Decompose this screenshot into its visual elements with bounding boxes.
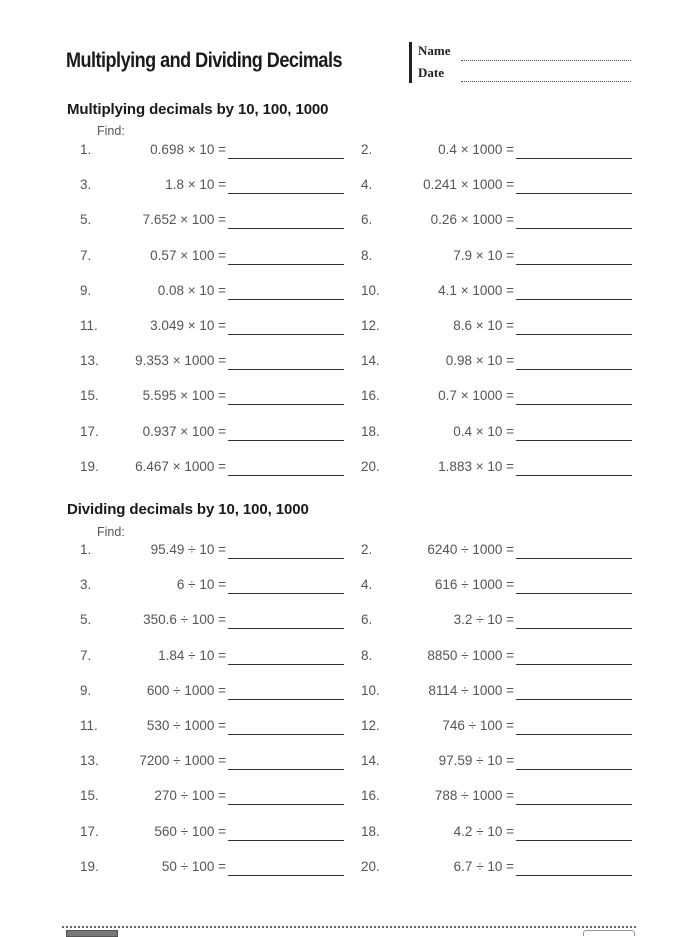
problem-item xyxy=(361,577,514,599)
problem-item xyxy=(361,753,514,775)
problem-item xyxy=(80,788,226,810)
problem-item xyxy=(80,612,226,634)
answer-blank[interactable] xyxy=(516,840,632,841)
answer-blank[interactable] xyxy=(228,628,344,629)
problem-number: 19. xyxy=(80,858,99,874)
answer-blank[interactable] xyxy=(228,299,344,300)
problem-number: 16. xyxy=(361,388,380,404)
problem-expression: 8850 ÷ 1000 = xyxy=(427,647,514,663)
problem-item xyxy=(361,177,514,199)
problem-expression: 1.8 × 10 = xyxy=(165,177,226,193)
name-field[interactable] xyxy=(461,60,631,61)
problem-item xyxy=(80,542,226,564)
problem-number: 4. xyxy=(361,577,373,593)
problem-number: 18. xyxy=(361,823,380,839)
problem-expression: 95.49 ÷ 10 = xyxy=(150,542,226,557)
problem-expression: 0.241 × 1000 = xyxy=(423,177,514,193)
footer-badge xyxy=(583,930,635,936)
answer-blank[interactable] xyxy=(516,193,632,194)
answer-blank[interactable] xyxy=(228,334,344,335)
section-heading-dividing: Dividing decimals by 10, 100, 1000 xyxy=(67,501,309,518)
problem-number: 12. xyxy=(361,718,380,733)
problem-number: 6. xyxy=(361,612,373,628)
instruction-find: Find: xyxy=(97,525,125,539)
problem-expression: 9.353 × 1000 = xyxy=(135,353,226,369)
problem-number: 8. xyxy=(361,647,373,663)
problem-item xyxy=(80,577,226,599)
answer-blank[interactable] xyxy=(516,875,632,876)
problem-expression: 6.467 × 1000 = xyxy=(135,458,226,474)
problem-item xyxy=(361,648,514,670)
problem-expression: 746 ÷ 100 = xyxy=(442,718,514,733)
answer-blank[interactable] xyxy=(516,804,632,805)
problem-item xyxy=(80,212,226,234)
problem-number: 20. xyxy=(361,458,380,474)
problem-expression: 6 ÷ 10 = xyxy=(176,577,226,593)
problem-expression: 0.57 × 100 = xyxy=(150,247,226,263)
problem-expression: 4.1 × 1000 = xyxy=(438,282,514,298)
answer-blank[interactable] xyxy=(228,193,344,194)
problem-number: 18. xyxy=(361,423,380,439)
answer-blank[interactable] xyxy=(516,558,632,559)
problem-item xyxy=(361,718,514,740)
problem-number: 11. xyxy=(80,718,98,733)
problem-expression: 0.08 × 10 = xyxy=(157,282,226,298)
problem-item xyxy=(361,824,514,846)
problem-item xyxy=(80,177,226,199)
problem-number: 16. xyxy=(361,788,380,804)
answer-blank[interactable] xyxy=(516,404,632,405)
problem-number: 1. xyxy=(80,142,92,157)
problem-number: 17. xyxy=(80,823,99,839)
problem-expression: 0.4 × 10 = xyxy=(453,423,514,439)
problem-item xyxy=(361,859,514,881)
problem-expression: 600 ÷ 1000 = xyxy=(146,682,226,698)
answer-blank[interactable] xyxy=(228,804,344,805)
problem-expression: 3.049 × 10 = xyxy=(150,318,226,333)
problem-item xyxy=(361,353,514,375)
answer-blank[interactable] xyxy=(228,264,344,265)
problem-expression: 530 ÷ 1000 = xyxy=(146,718,226,733)
answer-blank[interactable] xyxy=(228,593,344,594)
answer-blank[interactable] xyxy=(516,699,632,700)
problem-number: 15. xyxy=(80,388,99,404)
divider-bar xyxy=(409,42,412,83)
problem-expression: 97.59 ÷ 10 = xyxy=(438,753,514,769)
answer-blank[interactable] xyxy=(228,158,344,159)
problem-expression: 50 ÷ 100 = xyxy=(161,858,226,874)
answer-blank[interactable] xyxy=(228,558,344,559)
problem-item xyxy=(361,788,514,810)
problem-expression: 5.595 × 100 = xyxy=(142,388,226,404)
answer-blank[interactable] xyxy=(516,475,632,476)
answer-blank[interactable] xyxy=(516,734,632,735)
problem-number: 10. xyxy=(361,282,380,298)
problem-item xyxy=(361,424,514,446)
answer-blank[interactable] xyxy=(516,593,632,594)
problem-item xyxy=(80,859,226,881)
problem-item xyxy=(361,142,514,164)
problem-item xyxy=(361,388,514,410)
problem-item xyxy=(80,753,226,775)
problem-item xyxy=(80,283,226,305)
answer-blank[interactable] xyxy=(516,264,632,265)
problem-item xyxy=(361,318,514,340)
problem-number: 8. xyxy=(361,247,373,263)
answer-blank[interactable] xyxy=(228,369,344,370)
problem-expression: 0.98 × 10 = xyxy=(445,353,514,369)
problem-item xyxy=(80,459,226,481)
problem-item xyxy=(80,648,226,670)
problem-number: 13. xyxy=(80,753,99,769)
answer-blank[interactable] xyxy=(516,769,632,770)
answer-blank[interactable] xyxy=(228,734,344,735)
answer-blank[interactable] xyxy=(228,769,344,770)
problem-number: 9. xyxy=(80,282,92,298)
problem-item xyxy=(80,318,226,340)
problem-number: 1. xyxy=(80,542,92,557)
answer-blank[interactable] xyxy=(228,228,344,229)
problem-number: 19. xyxy=(80,458,99,474)
problem-expression: 0.26 × 1000 = xyxy=(430,212,514,228)
problem-item xyxy=(80,353,226,375)
answer-blank[interactable] xyxy=(228,840,344,841)
problem-item xyxy=(80,824,226,846)
problem-expression: 6240 ÷ 1000 = xyxy=(427,542,514,557)
problem-item xyxy=(80,683,226,705)
problem-expression: 7200 ÷ 1000 = xyxy=(139,753,226,769)
problem-expression: 3.2 ÷ 10 = xyxy=(453,612,514,628)
problem-number: 13. xyxy=(80,353,99,369)
footer-divider xyxy=(62,926,636,928)
problem-expression: 560 ÷ 100 = xyxy=(154,823,226,839)
problem-item xyxy=(361,212,514,234)
problem-expression: 270 ÷ 100 = xyxy=(154,788,226,804)
answer-blank[interactable] xyxy=(228,475,344,476)
problem-expression: 0.698 × 10 = xyxy=(150,142,226,157)
problem-expression: 1.84 ÷ 10 = xyxy=(158,647,226,663)
section-heading-multiplying: Multiplying decimals by 10, 100, 1000 xyxy=(67,101,329,118)
problem-expression: 0.937 × 100 = xyxy=(142,423,226,439)
problem-item xyxy=(80,718,226,740)
problem-expression: 1.883 × 10 = xyxy=(438,458,514,474)
answer-blank[interactable] xyxy=(228,699,344,700)
footer-logo xyxy=(66,930,118,937)
problem-number: 9. xyxy=(80,682,92,698)
problem-number: 15. xyxy=(80,788,99,804)
problem-item xyxy=(80,424,226,446)
problem-item xyxy=(80,248,226,270)
problem-number: 14. xyxy=(361,753,380,769)
answer-blank[interactable] xyxy=(516,440,632,441)
date-field[interactable] xyxy=(461,81,631,82)
answer-blank[interactable] xyxy=(516,628,632,629)
answer-blank[interactable] xyxy=(228,875,344,876)
problem-number: 14. xyxy=(361,353,380,369)
problem-expression: 788 ÷ 1000 = xyxy=(434,788,514,804)
problem-number: 20. xyxy=(361,858,380,874)
problem-expression: 7.9 × 10 = xyxy=(453,247,514,263)
problem-expression: 4.2 ÷ 10 = xyxy=(453,823,514,839)
problem-number: 7. xyxy=(80,647,92,663)
worksheet-title: Multiplying and Dividing Decimals xyxy=(66,49,342,72)
answer-blank[interactable] xyxy=(516,158,632,159)
problem-item xyxy=(361,459,514,481)
answer-blank[interactable] xyxy=(228,440,344,441)
problem-number: 3. xyxy=(80,577,92,593)
answer-blank[interactable] xyxy=(516,228,632,229)
problem-number: 2. xyxy=(361,142,373,157)
problem-item xyxy=(361,683,514,705)
problem-item xyxy=(361,612,514,634)
problem-expression: 7.652 × 100 = xyxy=(142,212,226,228)
problem-number: 5. xyxy=(80,612,92,628)
name-label: Name xyxy=(418,43,451,58)
problem-number: 7. xyxy=(80,247,92,263)
problem-item xyxy=(361,542,514,564)
problem-item xyxy=(80,142,226,164)
problem-number: 5. xyxy=(80,212,92,228)
problem-item xyxy=(361,283,514,305)
problem-expression: 0.7 × 1000 = xyxy=(438,388,514,404)
problem-number: 11. xyxy=(80,318,98,333)
problem-expression: 616 ÷ 1000 = xyxy=(434,577,514,593)
instruction-find: Find: xyxy=(97,124,125,138)
problem-expression: 6.7 ÷ 10 = xyxy=(453,858,514,874)
problem-number: 6. xyxy=(361,212,373,228)
problem-number: 10. xyxy=(361,682,380,698)
problem-expression: 0.4 × 1000 = xyxy=(438,142,514,157)
problem-number: 17. xyxy=(80,423,99,439)
problem-expression: 8.6 × 10 = xyxy=(453,318,514,333)
problem-number: 12. xyxy=(361,318,380,333)
problem-expression: 8114 ÷ 1000 = xyxy=(428,682,514,698)
answer-blank[interactable] xyxy=(228,664,344,665)
answer-blank[interactable] xyxy=(516,299,632,300)
answer-blank[interactable] xyxy=(516,664,632,665)
answer-blank[interactable] xyxy=(516,334,632,335)
problem-number: 4. xyxy=(361,177,373,193)
problem-item xyxy=(361,248,514,270)
name-date-box xyxy=(409,42,634,84)
date-label: Date xyxy=(418,65,444,80)
problem-number: 3. xyxy=(80,177,92,193)
problem-expression: 350.6 ÷ 100 = xyxy=(143,612,226,628)
problem-item xyxy=(80,388,226,410)
problem-number: 2. xyxy=(361,542,373,557)
answer-blank[interactable] xyxy=(516,369,632,370)
answer-blank[interactable] xyxy=(228,404,344,405)
